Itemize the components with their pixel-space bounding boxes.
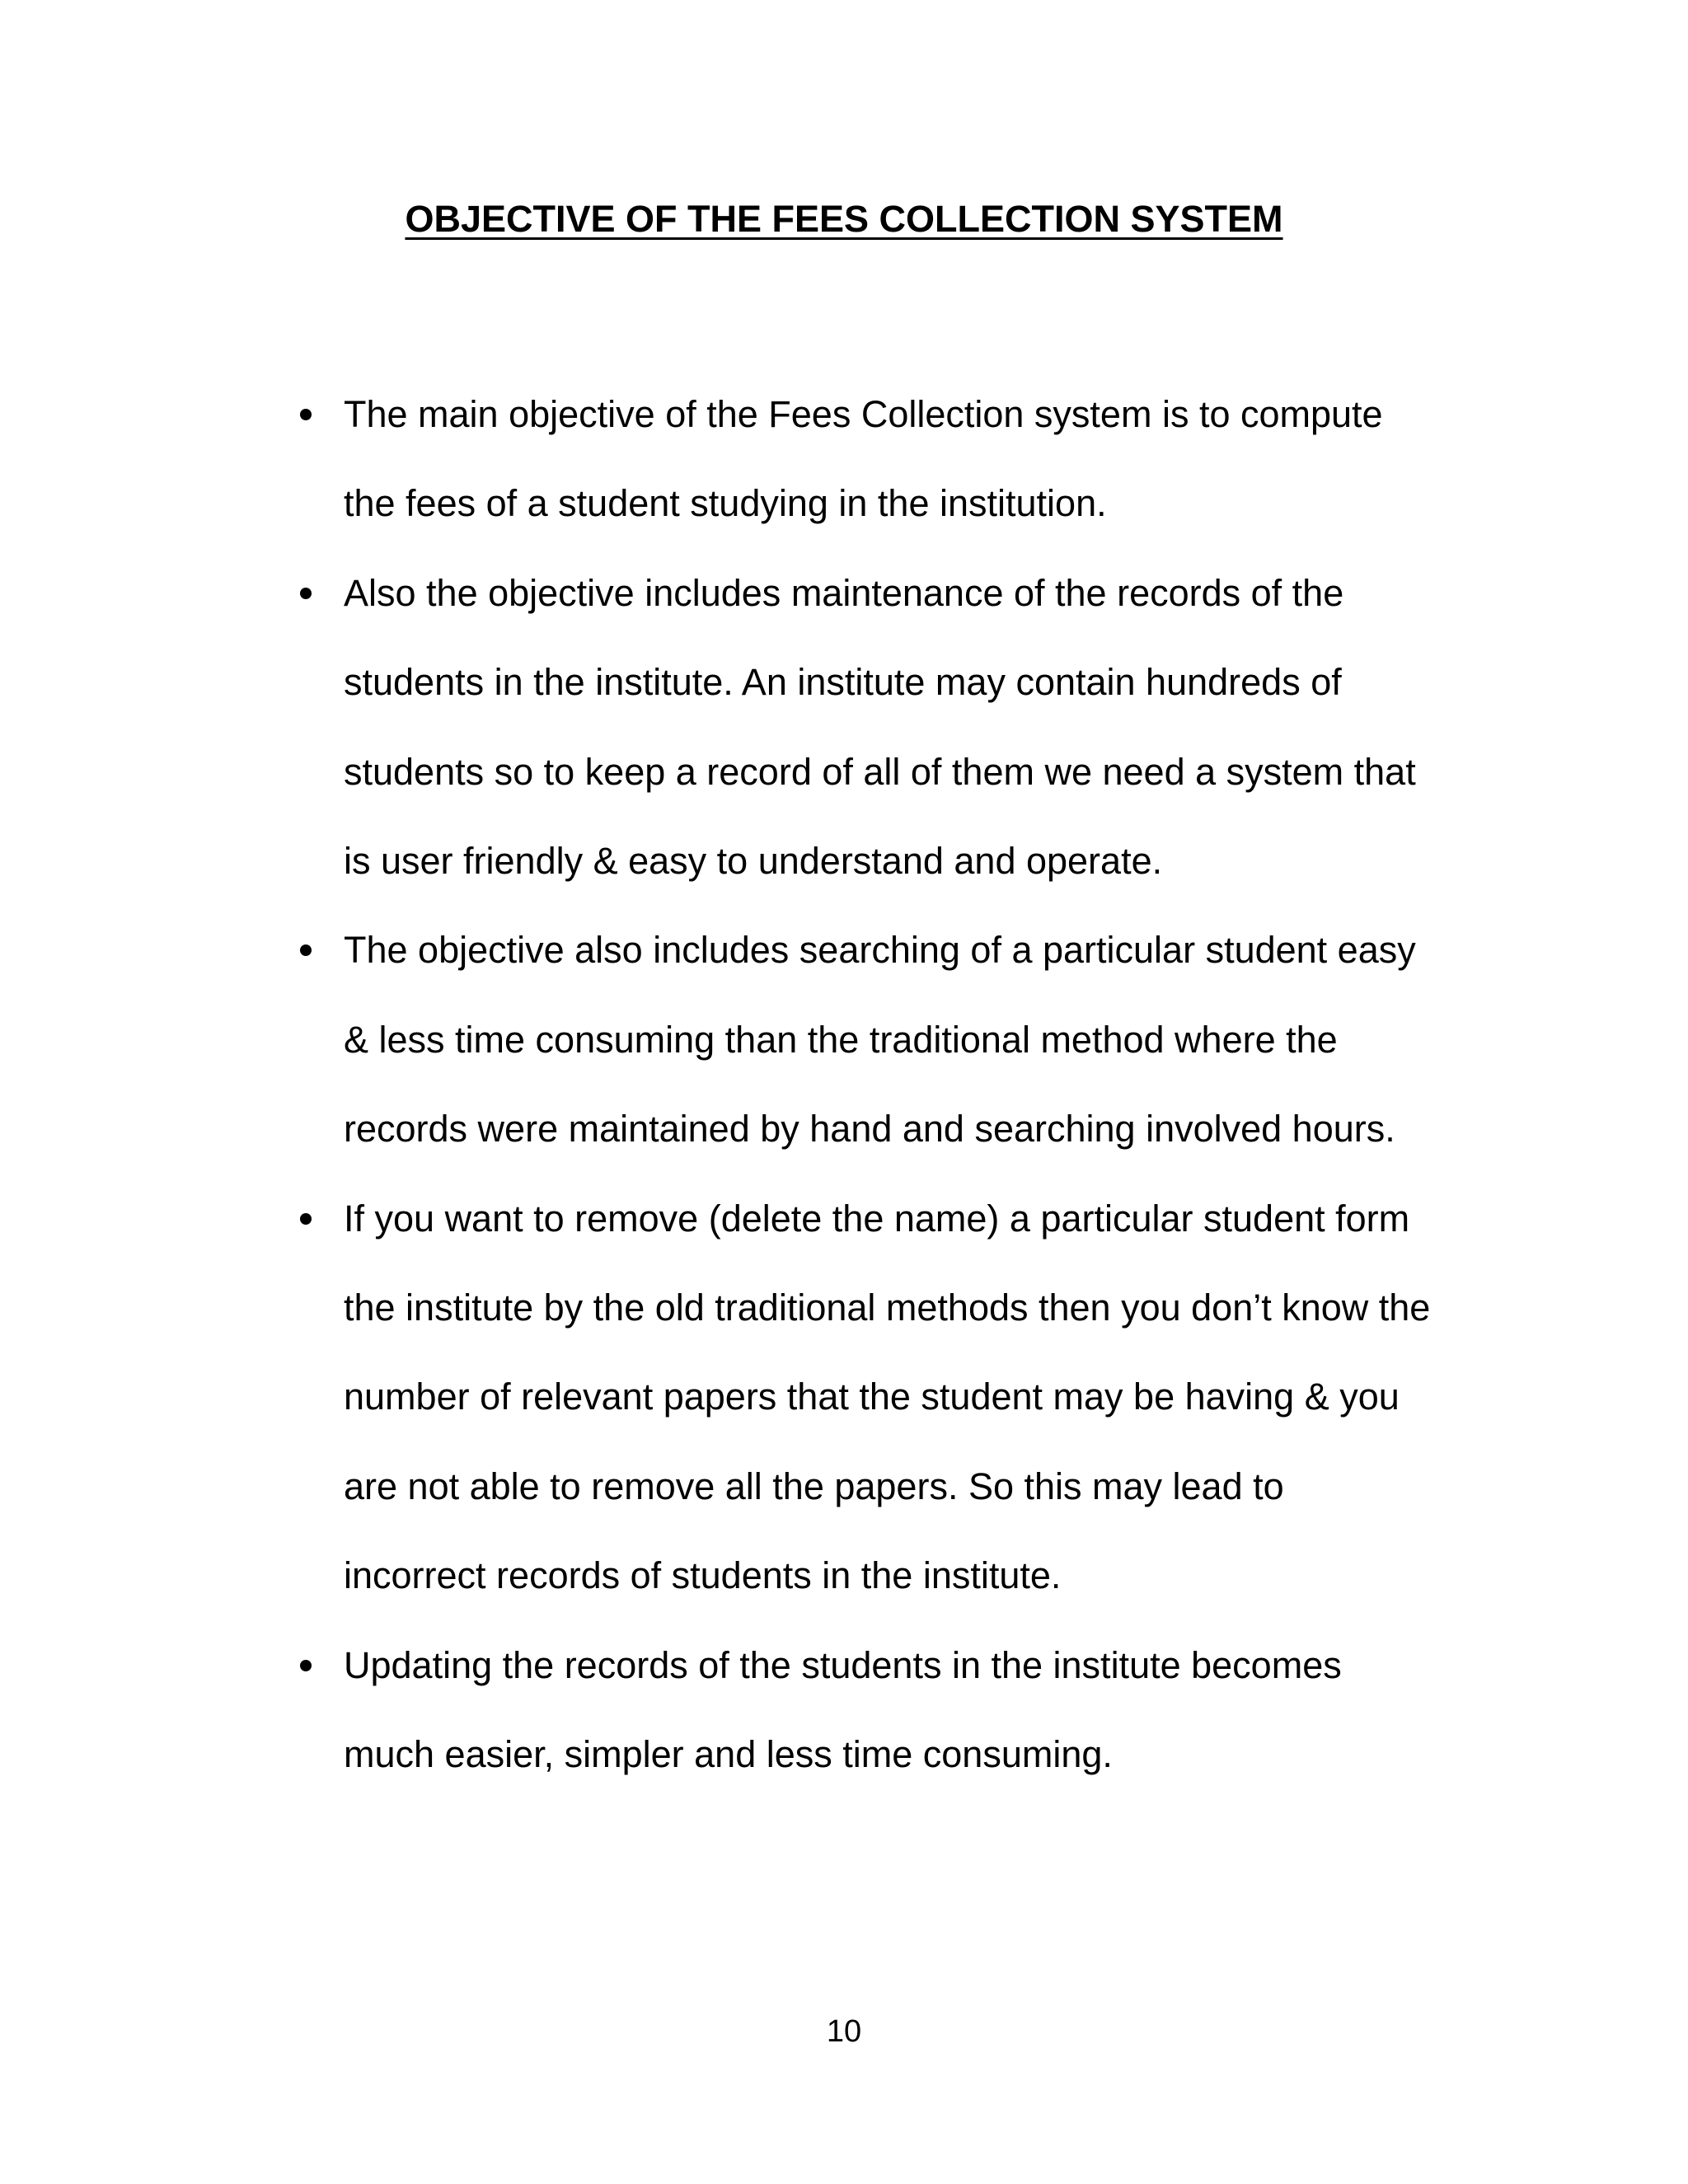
objective-bullet-list [296, 370, 1433, 1800]
bullet-text: Updating the records of the students in the institute becomes much easier, simpler and less time consuming. [344, 1643, 1342, 1776]
bullet-dot-icon [300, 1660, 312, 1671]
bullet-text: If you want to remove (delete the name) a particular student form the institute by the old traditional methods then you don’t know the number of relevant papers that the student may be having & you are not able to remove all the papers. So this may lead to incorrect records of students in the institute. [344, 1197, 1431, 1597]
bullet-item-record-maintenance [296, 549, 1433, 907]
bullet-dot-icon [300, 588, 312, 599]
bullet-item-student-removal [296, 1174, 1433, 1621]
bullet-dot-icon [300, 1213, 312, 1225]
bullet-text: Also the objective includes maintenance of the records of the students in the institute. An institute may contain hundreds of students so to keep a record of all of them we need a system that is user friendly & easy to understand and operate. [344, 571, 1416, 883]
bullet-text: The main objective of the Fees Collection system is to compute the fees of a student studying in the institution. [344, 393, 1383, 525]
bullet-item-record-updating [296, 1621, 1433, 1800]
bullet-dot-icon [300, 409, 312, 420]
bullet-dot-icon [300, 944, 312, 956]
bullet-item-student-search [296, 906, 1433, 1174]
page-number: 10 [826, 2014, 862, 2049]
bullet-text: The objective also includes searching of a particular student easy & less time consuming than the traditional method where the records were maintained by hand and searching involved hours. [344, 929, 1416, 1151]
bullet-item-compute-fees [296, 370, 1433, 549]
page-title-text: OBJECTIVE OF THE FEES COLLECTION SYSTEM [405, 198, 1283, 240]
page-title [0, 194, 1688, 244]
